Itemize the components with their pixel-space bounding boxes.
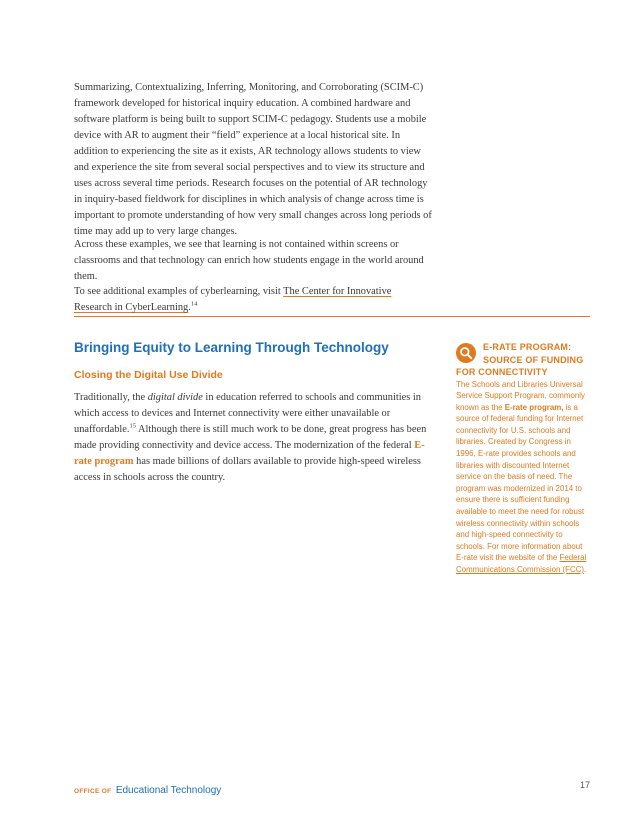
body-paragraph-scimc: Summarizing, Contextualizing, Inferring, Monitoring, and Corroborating (SCIM-C) framework developed for historical inquiry education. A combined hardware and software platform is being built to support SCIM-C pedagogy. Students use a mobile device with AR to augment their “field” experience at a local historical site. In addition to experiencing the site as it exists, AR technology allows students to view and experience the site from several social perspectives and to view its structure and uses across several time periods. Research focuses on the potential of AR technology in inquiry-based fieldwork for disciplines in which analysis of change across time is important to promote understanding of how very small changes across long periods of time may add up to very large changes. xyxy=(74,82,432,237)
sidebar-title-line1: E-RATE PROGRAM: xyxy=(483,342,572,352)
sidebar-text-3: . xyxy=(584,565,587,574)
footer-edtech-label: Educational Technology xyxy=(115,785,222,796)
sidebar-text xyxy=(456,379,592,576)
erate-program-link[interactable]: E-rate program xyxy=(74,440,425,467)
fcc-link[interactable]: Federal Communications Commission (FCC) xyxy=(456,553,587,574)
cyberlearning-period: . xyxy=(188,302,191,313)
body-paragraph-digital-divide xyxy=(74,390,432,486)
digital-divide-term: digital divide xyxy=(147,392,203,403)
footnote-ref-15[interactable]: 15 xyxy=(129,422,136,430)
page-number: 17 xyxy=(579,780,590,790)
divide-text-1: Traditionally, the xyxy=(74,392,148,403)
section-divider xyxy=(74,316,590,317)
subsection-title: Closing the Digital Use Divide xyxy=(74,369,223,381)
cirl-link[interactable]: The Center for Innovative Research in CyberLearning xyxy=(74,286,392,313)
sidebar-erate xyxy=(456,341,592,576)
sidebar-text-2: is a source of federal funding for Internet connectivity for U.S. schools and libraries. Created by Congress in 1996, E-rate provides schools and libraries with discounted Internet service on the basis of need. The program was modernized in 2014 to ensure there is sufficient funding available to meet the need for robust wireless connectivity within schools and high-speed connectivity to schools. For more information about E-rate visit the website of the xyxy=(456,402,585,563)
magnifier-icon xyxy=(456,343,476,363)
page-footer xyxy=(74,780,590,794)
footnote-ref-14[interactable]: 14 xyxy=(190,300,198,308)
body-paragraph-cyberlearning xyxy=(74,284,432,316)
cyberlearning-text: To see additional examples of cyberlearning, visit xyxy=(74,286,284,297)
section-title: Bringing Equity to Learning Through Technology xyxy=(74,340,389,355)
body-paragraph-examples: Across these examples, we see that learning is not contained within screens or classrooms and that technology can enrich how students engage in the world around them. xyxy=(74,239,424,282)
sidebar-text-1: The Schools and Libraries Universal Service Support Program, commonly known as the xyxy=(456,379,585,412)
divide-text-4: has made billions of dollars available to provide high-speed wireless access in schools across the country. xyxy=(74,456,421,483)
sidebar-title xyxy=(456,341,592,379)
footer-office-label: OFFICE OF xyxy=(74,788,112,795)
divide-text-2: in education referred to schools and communities in which access to devices and Internet connectivity were either unavailable or unaffordable. xyxy=(74,392,421,435)
sidebar-title-line2: SOURCE OF FUNDING xyxy=(483,354,584,365)
divide-text-3: Although there is still much work to be done, great progress has been made providing connectivity and device access. The modernization of the federal xyxy=(74,424,427,451)
sidebar-erate-term: E-rate program, xyxy=(504,402,564,412)
sidebar-title-line3: FOR CONNECTIVITY xyxy=(456,367,548,377)
